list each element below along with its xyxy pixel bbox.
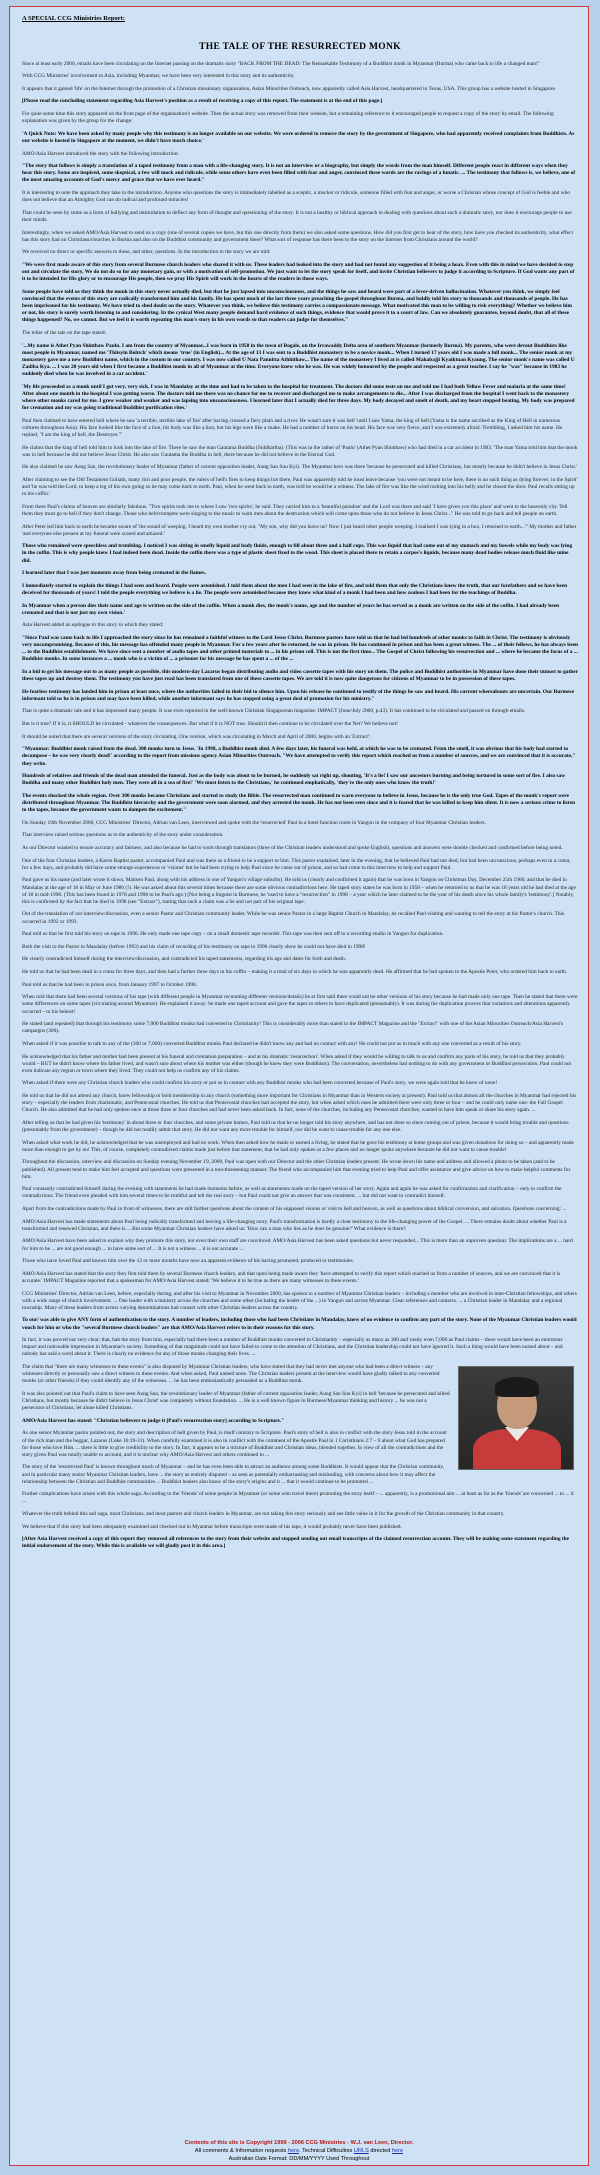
page-title: THE TALE OF THE RESURRECTED MONK xyxy=(199,42,401,52)
paragraph: He stated (and repeated) that through his testimony some 7,000 Buddhist monks had converted to Christianity! This is considerably more than stated in the IMPACT Magazine and the "Extract" with one of the Asian Minorities Outreach/Asia Harvest's campaigns (300). xyxy=(22,1021,564,1035)
paragraph: As one senior Myanmar pastor pointed out, the story and description of hell given by Paul, is itself contrary to Scripture. Paul's story of hell is also in conflict with the story Jesus told in the account of the rich man and the beggar, Lazarus (Luke 16:19-31). When carefully examined it is also in conflict with the comment of the Apostle Paul in 1 Corinthians 2:7 – 9 about what God has prepared for those who love Him. ... there is little to give credibility to the story. In fact, it appears to be a mixture of Buddhist and Christian ideas, blended together. In view of all the contradictions and the story given Paul was totally unable to account, and it is unclear why AMO/Asia Harvest and others continued to ... xyxy=(22,1430,447,1458)
paragraph: Paul told us that he had been in prison once, from January 1997 to October 1998. xyxy=(22,981,198,988)
paragraph: CCG Ministries' Director, Adrian van Leen, before, especially during, and after his visit to Myanmar in November 2000, has spoken to a number of Myanmar Christian leaders – including a member who are involved in inter-Christian fellowships, and others with a wide range of church involvement. ... One leader with a ministry across the churches and some other (including the leader of the ...) in Yangon and across Myanmar. Clear references and contacts. ... a Christian leader in Mandalay and a regional township. Many of these leaders from across varying denominations had contact with other Christian leaders across the country. xyxy=(22,1290,577,1311)
paragraph: "We were first made aware of this story from several Burmese church leaders who shared it with us. These leaders had looked into the story and had not found any suggestion of it being a hoax. Even with this in mind we have decided to step out and circulate the story. We do not do so for any monetary gain, or with a motivation of self-promotion. We just want to let the story speak for itself, and invite Christian believers to judge it according to Scripture. If God wants any part of it to be intended for His glory or to encourage His people, then we pray His Spirit will work in the hearts of the readers in those ways. xyxy=(22,261,575,283)
paragraph: Since at least early 2000, emails have been circulating on the Internet passing on the dramatic story "BACK FROM THE DEAD: The Remarkable Testimony of a Buddhist monk in Myanmar (Burma) who came back to life a changed man!" xyxy=(22,60,540,67)
paragraph: AMO/Asia Harvest has stated that the story they first told them by several Burmese church leaders, and that upon being made aware they 'have attempted to verify this report which reached us from a number of sources, and we are convinced that it is accurate.' IMPACT Magazine reported that a spokesman for AMO/Asia Harvest stated: 'We believe it to be true as there are many witnesses to these events.' xyxy=(22,1270,561,1284)
paragraph: When asked what work he did, he acknowledged that he was unemployed and had no work. When then asked how he made or earned a living, he stated that he gave his testimony at home groups and was given donations for doing so – and apparently made more than enough to get by on! This, of course, completely contradicted claims made just before that statement, that he had only spoken at a few places and no longer spoke anywhere because he did not want to cause trouble! xyxy=(22,1139,574,1153)
paragraph: The claim that "there are many witnesses to these events" is also disputed by Myanmar Christian leaders, who have stated that they had never met anyone who had been a direct witness – any witnesses directly or personally saw a direct witness to these events. And when asked, Paul named none. The Christian leaders present at the interview would have gladly talked to any converted monks (or other friends) if they could identify any of the witnesses. ... he has been enthusiastically persuaded as a Buddhist monk. xyxy=(22,1364,440,1385)
paragraph: That could be seen by some as a form of bullying and intimidation to deflect any form of thought and questioning of the story. It is not a healthy or biblical approach to dealing with questions about such a dramatic story, nor does it encourage people to use their minds. xyxy=(22,209,572,223)
paragraph: After telling us that he had given his 'testimony' in about three or four churches, and some private homes, Paul told us that he no longer told his story anywhere, and has not done so since coming out of prison, because it would bring trouble and questions (presumably from the government) – though he did not readily admit that story. He did not want any more trouble for himself, nor did he want to cause trouble for any one else. xyxy=(22,1119,569,1134)
page-footer xyxy=(10,2140,588,2163)
portrait-photo xyxy=(458,1366,574,1470)
paragraph: He fearless testimony has landed him in prison at least once, where the authorities failed in their bid to silence him. Upon his release he continued to testify of the things he saw and heard. His current whereabouts are uncertain. Our Burmese informant told us he is in prison and may have been killed, while another informant says he has stopped using a great deal of promotion for his ministry." xyxy=(22,688,574,702)
paragraph: That interview raised serious questions as to the authenticity of the story under consideration. xyxy=(22,832,224,839)
paragraph: I learned later that I was just moments away from being cremated in the flames. xyxy=(22,570,207,577)
paragraph: But is it true? If it is, it SHOULD be circulated - whatever the consequences. But what if it is NOT true. Should it then continue to be circulated over the Net? We believe not! xyxy=(22,721,398,728)
paragraph: Asia Harvest added an epilogue to this story in which they stated: xyxy=(22,622,164,629)
paragraph: He acknowledged that his father and mother had been present at his funeral and cremation preparation – and at his dramatic 'resurrection'. When asked if they would be willing to talk to us and confirm any parts of his story, he told us that they probably would – BUT he didn't know where his father lived, and wasn't sure about where his mother was either (though he knew they were Buddhists). The conversation, nevertheless had nothing to do with any government or Buddhist persecution. Paul could not even indicate any region or town where they lived. They could not help us confirm any of his claims. xyxy=(22,1053,572,1074)
paragraph: The story of the 'resurrected Paul' is known throughout much of Myanmar – and he has even been able to attract an audience among some Buddhists. It would appear that the Christian community, and in particular many senior Myanmar Christian leaders, have ... the story as entirely disputed – as seen as potentially embarrassing and misleading, with concerns about how it may affect the relationship between the Christian and Buddhist communities ... Buddhist leaders also know of the story's origins and it ... that it would continue to be promoted ... xyxy=(22,1464,445,1485)
contact-link[interactable]: here xyxy=(287,2147,300,2154)
contact-mid: . Technical Difficulties xyxy=(299,2147,353,2154)
paragraph: We received no direct or specific answers to these, and other, questions. In the introduction to the story we are told: xyxy=(22,249,271,256)
paragraph: Throughout the discussion, interview and discussion on Sunday evening November 19, 2000, Paul was open with our Director and the other Christian leaders present. He wrote down his name and address and allowed a photo to be taken (and to be published). All present tend to make him feel accepted and questions were presented in a non-threatening manner. The friend who accompanied him that evening tried to help Paul and offer assistance and give advice on how to make helpful comments for him. xyxy=(22,1159,571,1180)
paragraph: As our Director wanted to ensure accuracy and fairness, and also because he had to work through translators (three of the Christian leaders understood and spoke English), questions and answers were double checked and confirmed before being noted. xyxy=(22,845,563,852)
paragraph-list xyxy=(22,61,578,1551)
paragraph: Paul gave us his name (and later wrote it down, Maitsen Paul, along with his address in one of Yangon's village suburbs). He told us (clearly and confirmed it again) that he was born in Yangon on Christmas Day, December 25th 1960, and that he died in Mandalay at the age of 18 in May or June 1980 (!). He was asked about this several times because there are some obvious contradictions here. He taped story states he was born in 1958 – when he returned to us that he was 18 years old he had died at the age of 18 in mid-1998. (This has been found in 1978 and 1998 to be Paul's age.) [Not being a linguist in Burmese, he 'used to have a "resurrection" in 1998 – a year which he later claimed to be the year of his death since his whole family's 'testimony'.] Notably, this is confirmed by the fact that he died in 1998 (see "Extract"), stating that such a claim was a lie and not part of his original tape. xyxy=(22,877,576,905)
paragraph: "Since Paul was came back to life I approached the story since he has remained a faithful witness to the Lord Jesus Christ. Burmese pastors have told us that he had led hundreds of other monks to faith in Christ. The testimony is obviously very uncompromising. Because of this, his message has offended many people in Myanmar. For a few years after he returned, he was in prison. He has continued in prison and has been a great witness. The ... of their fellows, he has always been ... to the Buddhist establishment. We have since sent a number of audio tapes and other printed materials to ... in his prison cell. This is not the first time... The Gospel of Christ following his resurrection and ... where he became the focus of a ... Buddhist monks. In some instances a ... monk who is a victim of ... a prisoner for his message he has spent a ... of the ... xyxy=(22,634,579,663)
paragraph: It was also pointed out that Paul's claim to have seen Aung San, the revolutionary leader of Myanmar (father of current opposition leader, Aung San Suu Kyi) in hell 'because he persecuted and killed Christians, but mostly because he didn't believe in Jesus Christ' was completely without foundation. ... He is a well known figure in Burmese/Myanmar thinking and history ... he was not a persecutor of Christians, let alone killed Christians. xyxy=(22,1390,450,1412)
contact-suffix: directed xyxy=(370,2147,391,2154)
urls-link[interactable]: URLS xyxy=(353,2147,369,2154)
paragraph: AMO/Asia Harvest has stated: "Christian believers to judge it [Paul's resurrection story] according to Scripture." xyxy=(22,1417,285,1424)
paragraph: Further complications have arisen with this whole saga. According to the 'friends' of some people in Myanmar (or some who travel there) promoting the story itself – ... apparently, is a promotional aim ... at least as far as the 'friends' are concerned ... to ... it ... xyxy=(22,1491,574,1505)
paragraph: [Please read the concluding statement regarding Asia Harvest's position as a result of receiving a copy of this report. The statement is at the end of this page.] xyxy=(22,98,383,105)
paragraph: It should be noted that there are several versions of the story circulating. One version, which was circulating in March and April of 2000, begins with an 'Extract': xyxy=(22,733,371,740)
paragraph: He also claimed he saw Aung San, the revolutionary leader of Myanmar (father of current opposition leader, Aung San Suu Kyi). The Myanmar hero was there 'because he persecuted and killed Christians, but mostly because he didn't believe in Jesus Christ.' xyxy=(22,464,578,471)
tech-link[interactable]: here xyxy=(391,2147,404,2154)
paragraph: In fact, it was proved not very clear; that, bah the story from him, especially had there been a number of Buddhist monks converted to Christianity – especially as many as 300 and vastly even 7,000 as Paul claims – there would have been an enormous impact and noticeable impression in Myanmar's society. Something of that magnitude could not have failed to come to the attention of Christians, and the Christian leadership could not have ignored it. Such a thing would have been noised about – and nobody has said a word about it. There is clearly no evidence for any of those monks changing their lives. ... xyxy=(22,1337,563,1358)
paragraph: Paul told us that he first told his story on tape in 1996. He only made one tape copy – on a small domestic tape recorder. This tape was then sent off to a recording studio in Yangon for duplication. xyxy=(22,931,444,938)
paragraph: Both the visit to the Pastor in Mandalay (before 1993) and his claim of recording of his testimony on tape in 1996 clearly show he could not have died in 1998! xyxy=(22,943,366,950)
paragraph: "The story that follows is simply a translation of a taped testimony from a man with a life-changing story. It is not an interview or a biography, but simply the words from the man himself. Different people react in different ways when they hear this story. Some are inspired, some skeptical, a few will mock and ridicule, while some others have even been filled with fear and anger, convinced these words are the ravings of a lunatic. ... The testimony that follows is, we believe, one of the most amazing accounts of God's mercy and grace that we have ever heard." xyxy=(22,163,576,184)
paragraph: When asked if it was possible to talk to any of the (300 or 7,000) converted Buddhist monks Paul declared he didn't know any and had no contact with any! He could not put us in touch with any one converted as a result of his story. xyxy=(22,1040,522,1047)
paragraph: For quite some time this story appeared on the front page of the organisation's website. Then the actual story was removed from their website, but a remaining reference to it encouraged people to request a copy of the story by email. The following explanation was given by the group for the change: xyxy=(22,111,554,125)
paragraph: [After Asia Harvest received a copy of this report they removed all references to the story from their website and stopped sending out email transcripts of the claimed resurrection account. They will be making some statement regarding the initial endorsement of the story. While this is available we will gladly post it in this area.] xyxy=(22,1536,570,1550)
contact-line xyxy=(10,2148,588,2156)
paragraph: AMO/Asia Harvest has made statements about Paul being radically transformed and leaving a life-changing story. Paul's transformation is hardly a clear testimony to the life-changing power of the Gospel. ... There remains doubt about whether Paul is a transformed and renewed Christian, and there is ... But some Myanmar Christian leaders have asked us: 'How can a man who lies as he does be genuine?' What evidence is there? xyxy=(22,1218,567,1232)
paragraph: 'My life proceeded as a monk until I got very, very sick. I was in Mandalay at the time and had to be taken to the hospital for treatment. The doctors did some tests on me and told me I had both Yellow Fever and malaria at the same time! After about one month in the hospital I was getting worse. The doctors told me there was no chance for me to recover and discharged me to make arrangements to die... After I was discharged from the hospital I went back to the monastery where other monks cared for me. I grew weaker and weaker and was lapsing into unconsciousness. I learned later that I actually died for three days. My body decayed and smelt of death, and my heart stopped beating. My body was prepared for cremation and my was going traditional Buddhist purification rites.' xyxy=(22,383,575,412)
paragraph: Those who have loved Paul and known him over the 12 or more months have now an apparent evidence of his having promoted, produced or testimonies. xyxy=(22,1258,354,1265)
paragraph: In a bid to get his message out to as many people as possible, this modern-day Lazarus began distributing audio and video cassette tapes with his story on them. The police and Buddhist authorities in Myanmar have done their utmost to gather these tapes up and destroy them. The testimony you have just read has been translated from one of these cassette tapes. We are told it is now quite dangerous for citizens of Myanmar to be in possession of these tapes. xyxy=(22,668,578,683)
paragraph: In Myanmar when a person dies their name and age is written on the side of the coffin. When a monk dies, the monk's name, age and the number of years he has served as a monk are written on the side of the coffin. I had already been cremated and that is not just my own vision.' xyxy=(22,602,559,616)
paragraph: 'A Quick Note: We have been asked by many people why this testimony is no longer available on our website. We were ordered to remove the story by the government of Singapore, who had apparently received complaints from Buddhists. As our website is hosted in Singapore at the moment, we didn't have much choice.' xyxy=(22,130,575,144)
paragraph: That is quite a dramatic tale and it has impressed many people. It was even reported in the well-known Christian Singaporean magazine: IMPACT (June/July 2000, p.43). It has continued to be circulated and passed on through emails. xyxy=(22,708,526,715)
paragraph: Out of the translation of our interview/discussion, even a senior Pastor and Christian community leader. While he was senior Pastor in a large Baptist Church in Mandalay, he recalled Paul visiting and wanting to tell the story at his Pastor's church. This occurred in 1992 or 1993. xyxy=(22,911,565,925)
date-format-note: Australian Date Format: DD/MM/YYYY Used Throughout xyxy=(228,2155,370,2162)
page-frame xyxy=(9,6,589,2166)
paragraph: It appears that it gained 'life' on the Internet through the promotion of a Christian missionary organisation, Asian Minorities Outreach, now apparently called Asia Harvest, headquartered in Texas, USA. This group has a website hosted in Singapore. xyxy=(22,85,557,92)
paragraph: AMO/Asia Harvest have been asked to explain why they promote this story, not even their own staff are convinced. AMO/Asia Harvest has been asked questions but never responded... This is more than an unproven question: The implications are a ... hard for him to be ... are not good enough ... to have some sort of ... It is not a witness ... it is not accurate ... xyxy=(22,1238,573,1252)
paragraph: After claiming to see the Old Testament Goliath, many rich and poor people, the rulers of hell's fires to keep things hot there, Paul was apparently told he must leave because 'you were not meant to be here, there is no such thing as dying forever; in the Spirit' and 'he was told the Lord, to keep a leg of his own going so he may come back to earth. Paul, when he went back to earth, was told he would be a witness. The lake of fire was like the wind rushing into his belly and he closed the door. Paul recalls sitting up in his coffin.' xyxy=(22,476,578,498)
paragraph: When asked if there were any Christian church leaders who could confirm his story or put us in contact with any Buddhist monks who had been converted because of Paul's story, we were again told that he knew of none! xyxy=(22,1080,498,1087)
paragraph: When told that there had been several versions of his tape (with different people in Myanmar recounting different versions/details) he at first said there could not be other versions of his story because he had made only one tape. Then he stated that there were some differences on some tapes (circulating around Myanmar). He explained it away: he made one taped account and gave the tapes to others to have duplicated (presumably). It was during the duplication process that variations and alterations apparently occurred – to his behest! xyxy=(22,994,578,1015)
article-body xyxy=(22,35,578,1556)
paragraph: "Myanmar: Buddhist monk raised from the dead. 300 monks turn to Jesus. 'In 1998, a Buddhist monk died. A few days later, his funeral was held, at which he was to be cremated. From the smell, it was obvious that his body had started to decompose – he was very clearly dead!' according to the report from missions agency Asian Minorities Outreach. "We have attempted to verify this report which reached us from a number of sources, and we are convinced that it is accurate," they write. xyxy=(22,746,576,767)
paragraph: To our/ was able to give ANY form of authentication to the story. A number of leaders, including those who had been Christians in Mandalay, knew of no evidence to confirm any part of the story. None of the Myanmar Christian leaders would vouch for him or who the "several Burmese church leaders" are that AMO/Asia Harvest refers to in their reasons for this story. xyxy=(22,1317,577,1331)
report-kicker: A SPECIAL CCG Ministries Report: xyxy=(22,15,125,22)
paragraph: With CCG Ministries' involvement in Asia, including Myanmar, we have been very interested in this story and its authenticity. xyxy=(22,73,295,80)
paragraph: He told us that he did not attend any church, knew fellowship or hold membership in any church (something more important for Christians in Myanmar than in Western society at present). Paul told us that almost all the churches in Myanmar had rejected his story – especially the leaders from charismatic, and Pentecostal churches. He told us that Pentecostal churches had accepted the story, but when asked which ones he admitted there were only three or four – and he could only name one: the Full Gospel Church. He also admitted that he had only spoken once at those three or four churches and had never been asked back. In fact, none of the churches, including any Pentecostal churches, wanted to have him speak or share his story again. ... xyxy=(22,1093,577,1114)
copyright-line: Contents of this site is Copyright 1999 - 2006 CCG Ministries - W.J. van Leen, Director. xyxy=(184,2140,414,2146)
paragraph: Interestingly, when we asked AMO/Asia Harvest to send us a copy (one of several copies we have, but this one directly from them) we also asked some questions. How did you first get to hear of the story, how have you checked its authenticity, what effect has this story had on Christians/churches in Burma and also on the Buddhist community and government there? What sort of response has there been to the story on the Internet from Christians around the world? xyxy=(22,229,573,243)
paragraph: The events shocked the whole region. Over 300 monks became Christians and started to study the Bible. The resurrected man continued to warn everyone to believe in Jesus, because he is the only true God. Tapes of the monk's report were distributed throughout Myanmar. The Buddhist hierarchy and the government were soon alarmed, and they arrested the monk. He has not been seen since and it is feared that he was killed to keep him silent. It is now a serious crime to listen to the tapes, because the government wants to dampen the excitement." xyxy=(22,792,575,814)
paragraph: He told us that he had been dead in a coma for three days, and then had a further three days in his coffin – making it a total of six days in which he was apparently dead. He affirmed that he had spoken to the Apostle Peter, who ordered him back to earth. xyxy=(22,969,568,976)
paragraph: The teller of the tale on the tape stated: xyxy=(22,329,107,336)
paragraph: One of the four Christian leaders, a Karen Baptist pastor, accompanied Paul and was there as a friend to be a support to him. This pastor explained, later in the evening, that he believed Paul had not died, but had been unconscious, perhaps even in a coma, for a few days, and probably did have some strange experiences or 'visions' but he had been trying to help Paul since he came out of prison, and so had come to this interview to help and support Paul. xyxy=(22,857,571,871)
paragraph: Those who remained were speechless and trembling. I noticed I was sitting in smelly liquid and body fluids, enough to fill about three and a half cups. This was liquid that had come out of my stomach and my bowels while my body was lying in the coffin. This is why people knew I had indeed been dead. Inside the coffin there was a type of plastic sheet fixed to the wood. This sheet is placed there to retain a corpse's liquids, because many dead bodies release much fluid like mine did. xyxy=(22,543,573,564)
paragraph: He clearly contradicted himself during the interview/discussion, and contradicted his taped statements, regarding his age and dates for birth and death. xyxy=(22,956,347,963)
paragraph: On Sunday 19th November 2000, CCG Ministries' Director, Adrian van Leen, interviewed and spoke with the 'resurrected' Paul in a hotel function room in Yangon in the company of four Myanmar Christian leaders. xyxy=(22,819,486,826)
paragraph: Whatever the truth behind this sad saga, most Christians, and most pastors and church leaders in Myanmar, are not taking this story seriously and see little value in it for the growth of the Christian community in that country. xyxy=(22,1511,505,1518)
contact-prefix: All comments & Information requests xyxy=(194,2147,287,2154)
paragraph: It is interesting to note the approach they take in the introduction. Anyone who questions the story is immediately labelled as a sceptic, a mocker or ridicule, someone filled with fear and anger, or worse a Christian whose concept of God is feeble and who does not believe that an Almighty God can do radical and profound miracles! xyxy=(22,190,570,204)
paragraph: Some people have told us they think the monk in this story never actually died, but that he just lapsed into unconsciousness, and the things he saw and heard were part of a fever-driven hallucination. Whatever you think, we simply feel convinced that the events of this story are radically transformed him and his family. He has spent much of the last three years preaching the gospel throughout Burma, and boldly told his story to thousands and thousands of people. He has been imprisoned for his testimony. We have tried to shed doubt on the story. Whatever you think, we believe this testimony carries a compassionate message. What motivated this man to be willing to risk everything? Whether we believe him or not, his story is surely worth listening to and considering. In the cynical West many people demand hard evidence of such things, evidence that would prove it to a court of law. Can we absolutely guarantee, beyond doubt, that all of these things happened? No, we cannot. But we feel it is worth repeating this man's story in his own words so that readers can judge for themselves." xyxy=(22,288,573,324)
paragraph: Apart from the contradictions made by Paul in front of witnesses, there are still further questions about the content of his supposed visions or visit to hell and heaven, as well as questions about biblical conversion, and salvation. Questions concerning: ... xyxy=(22,1206,567,1213)
paragraph: '...My name is Athet Pyan Shinthaw Paulu. I am from the country of Myanmar...I was born in 1958 in the town of Bogale, on the Irrawaddy Delta area of southern Myanmar (formerly Burma). My parents, who were devout Buddhists like most people in Myanmar, named me 'Thitsyin Bohtch' which means 'true' (in English)... At the age of 13 I was sent to a Buddhist monastery to be a novice monk... When I turned 17 years old I was made a full monk... The senior monk at my monastery gave me a new Buddhist name, which in the custom in our country. I was now called U Nata Pannitta Athhithaw... The name of the monastery I lived at is called Mahabajji Kyaiktuan Kyaung. The senior monk's name was called U Zadiba Kya. ... I was 20 years old when I first became a Buddhist monk in all of Myanmar at the time. Everyone knew who he was. He was widely honoured by the people and respected as a great teacher. I say he "was" because in 1983 he suddenly died when he was involved in a car accident.' xyxy=(22,342,575,378)
paragraph: I immediately started to explain the things I had seen and heard. People were astonished. I told them about the men I had seen in the lake of fire, and told them that only the Christians knew the truth, that our forefathers and us have been deceived for thousands of years! I told the people everything we believe is a lie. The people were astonished because they knew what kind of a monk I had been and how zealous I had been for the teachings of Buddha. xyxy=(22,582,568,596)
paragraph: After Peter led him back to earth he became aware of 'the sound of weeping. I heard my own mother cry out, "My son, why did you leave us? Now I just heard other people weeping. I realised I was lying in a box, I returned to earth..."' My mother and father 'and everyone else present at my funeral were scared and amazed.' xyxy=(22,523,577,537)
paragraph: Paul constantly contradicted himself during the evening with statements he had made moments before, as well as statements made on the taped version of her story. Again and again he was asked for confirmation and clarification – only to confirm the contradictions. The friend even pleaded with him several times to be truthful and tell the real story – but Paul could not give an answer that was consistent. ... but did not want to contradict himself. xyxy=(22,1186,562,1200)
paragraph: We believe that if this story had been adequately examined and checked out in Myanmar before transcripts were made of his tape, it would probably never have been published. xyxy=(22,1523,402,1530)
paragraph: Hundreds of relatives and friends of the dead man attended the funeral. Just as the body was about to be burned, he suddenly sat right up, shouting, 'It's a lie! I saw our ancestors burning and being tortured in some sort of fire. I also saw Buddha and many other Buddhist holy men. They were all in a sea of fire!' 'We must listen to the Christians,' he continued emphatically, 'they're the only ones who know the truth!' xyxy=(22,773,566,787)
paragraph: Paul then claimed to have entered hell where he saw 'a terrible, terrible lake of fire' after having crossed a fiery plain and a river. He wasn't sure it was hell 'until I saw Yama, the king of hell (Yama is the name ascribed as the King of Hell in numerous cultures throughout Asia). His face looked like the face of a lion, his body was like a lion, but his legs were like a snake. He had a number of horns on his head. His face was very fierce, and I was extremely afraid. Trembling, I asked him his name. He replied, "I am the king of hell, the Destroyer."' xyxy=(22,417,563,438)
paragraph: From there Paul's claims of heaven are similarly fabulous. "Two spirits took me to where I saw 'two spirits', he said. They carried him to a 'beautiful paradise' and the Lord was there and said 'I have given you this place' and went to the heavenly city. Tell them they must go to hell if they don't change. Those who held trumpets were singing to the music to warn men about the destruction which will come upon those who do not believe in Jesus Christ..." He was told to go back and tell people on earth. xyxy=(22,503,568,517)
paragraph: AMO/Asia Harvest introduced the story with the following introduction: xyxy=(22,150,179,157)
paragraph: He claims that the king of hell told him to look into the lake of fire. There he saw the man Gautama Buddha (Siddhartha). (This was in the rather of 'Paulu' (Athet Pyan Shinthaw) who had died in a car accident in 1983. 'The man Yama told him that the monk was in hell because he did not believe Jesus Christ. He also saw Gautama the Buddha in hell, there because he did not believe in the Eternal God. xyxy=(22,444,578,458)
